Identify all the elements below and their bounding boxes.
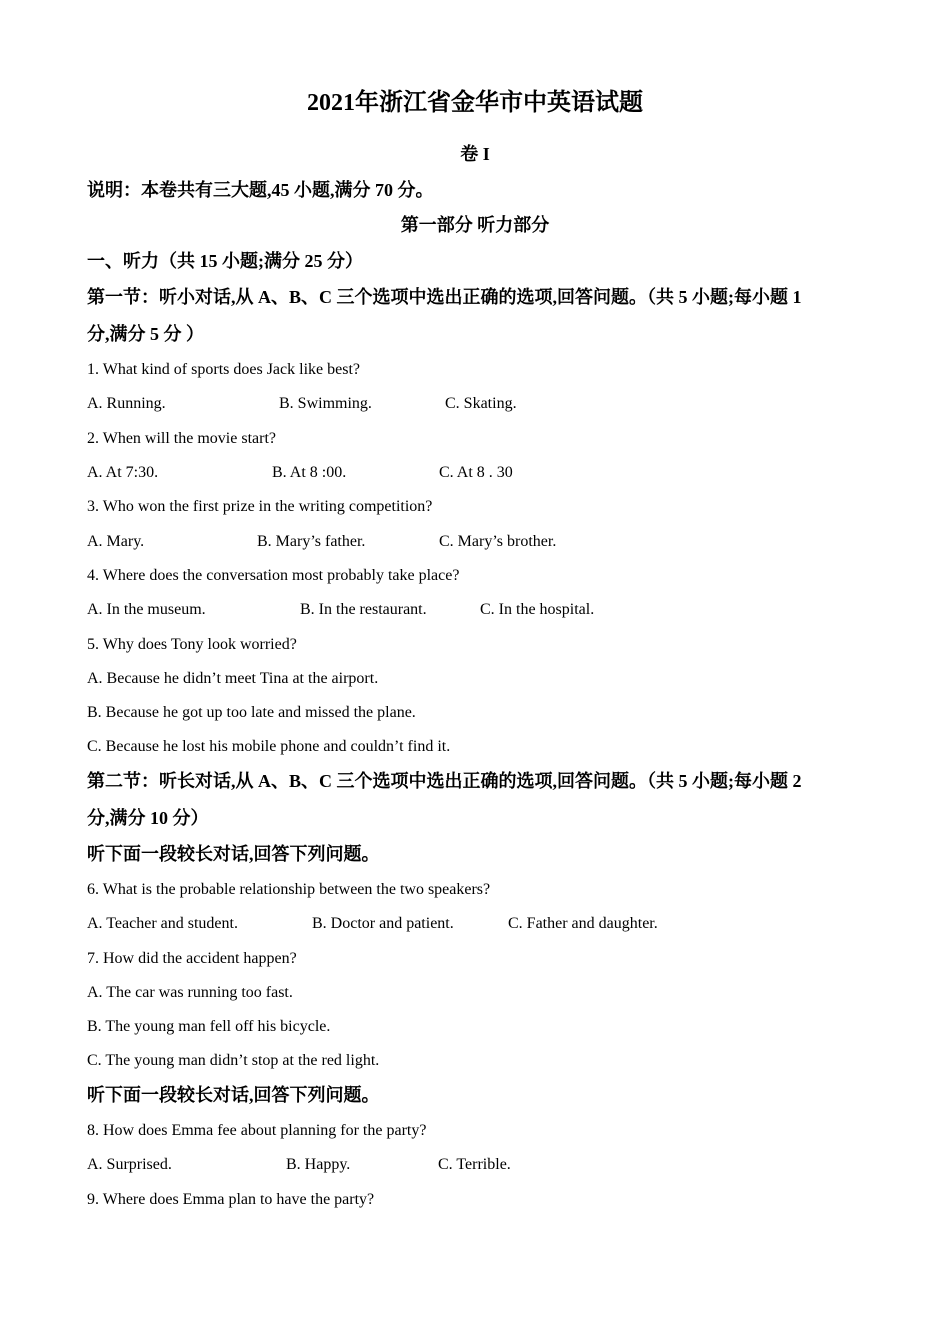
q7-option-b: B. The young man fell off his bicycle. xyxy=(87,1018,331,1035)
volume-label: 卷 I xyxy=(460,144,490,164)
dialog2-intro: 听下面一段较长对话,回答下列问题。 xyxy=(87,1085,380,1105)
question-4: 4. Where does the conversation most probably take place? xyxy=(87,567,460,584)
question-1: 1. What kind of sports does Jack like best? xyxy=(87,361,360,378)
question-7: 7. How did the accident happen? xyxy=(87,950,297,967)
question-3: 3. Who won the first prize in the writing competition? xyxy=(87,498,433,515)
q2-option-a: A. At 7:30. xyxy=(87,464,159,481)
q5-option-a: A. Because he didn’t meet Tina at the airport. xyxy=(87,670,379,687)
q7-option-c: C. The young man didn’t stop at the red light. xyxy=(87,1052,380,1069)
q2-option-c: C. At 8 . 30 xyxy=(439,464,513,481)
section2-heading-line1: 第二节：听长对话,从 A、B、C 三个选项中选出正确的选项,回答问题。（共 5 小题;每小题 2 xyxy=(87,771,802,791)
q4-option-b: B. In the restaurant. xyxy=(300,601,427,618)
section1-heading-line1: 第一节：听小对话,从 A、B、C 三个选项中选出正确的选项,回答问题。（共 5 小题;每小题 1 xyxy=(87,287,802,307)
q1-option-a: A. Running. xyxy=(87,395,166,412)
question-5: 5. Why does Tony look worried? xyxy=(87,636,297,653)
section1-heading-line2: 分,满分 5 分 ） xyxy=(87,324,204,344)
question-6: 6. What is the probable relationship between the two speakers? xyxy=(87,881,491,898)
q3-option-a: A. Mary. xyxy=(87,533,145,550)
q7-option-a: A. The car was running too fast. xyxy=(87,984,293,1001)
section2-heading-line2: 分,满分 10 分） xyxy=(87,808,209,828)
q5-option-c: C. Because he lost his mobile phone and couldn’t find it. xyxy=(87,738,451,755)
q4-option-c: C. In the hospital. xyxy=(480,601,595,618)
q3-option-c: C. Mary’s brother. xyxy=(439,533,557,550)
q6-option-c: C. Father and daughter. xyxy=(508,915,658,932)
q2-option-b: B. At 8 :00. xyxy=(272,464,347,481)
q8-option-b: B. Happy. xyxy=(286,1156,351,1173)
dialog1-intro: 听下面一段较长对话,回答下列问题。 xyxy=(87,844,380,864)
instruction: 说明：本卷共有三大题,45 小题,满分 70 分。 xyxy=(87,180,434,200)
q6-option-a: A. Teacher and student. xyxy=(87,915,238,932)
question-8: 8. How does Emma fee about planning for the party? xyxy=(87,1122,427,1139)
q1-option-c: C. Skating. xyxy=(445,395,517,412)
part-one-heading: 第一部分 听力部分 xyxy=(400,215,550,235)
question-9: 9. Where does Emma plan to have the party? xyxy=(87,1191,375,1208)
page-title: 2021年浙江省金华市中英语试题 xyxy=(307,90,643,116)
q6-option-b: B. Doctor and patient. xyxy=(312,915,454,932)
q1-option-b: B. Swimming. xyxy=(279,395,372,412)
question-2: 2. When will the movie start? xyxy=(87,430,276,447)
q5-option-b: B. Because he got up too late and missed the plane. xyxy=(87,704,416,721)
q4-option-a: A. In the museum. xyxy=(87,601,206,618)
section-listening-heading: 一、听力（共 15 小题;满分 25 分） xyxy=(87,251,363,271)
q8-option-a: A. Surprised. xyxy=(87,1156,172,1173)
q3-option-b: B. Mary’s father. xyxy=(257,533,366,550)
q8-option-c: C. Terrible. xyxy=(438,1156,511,1173)
